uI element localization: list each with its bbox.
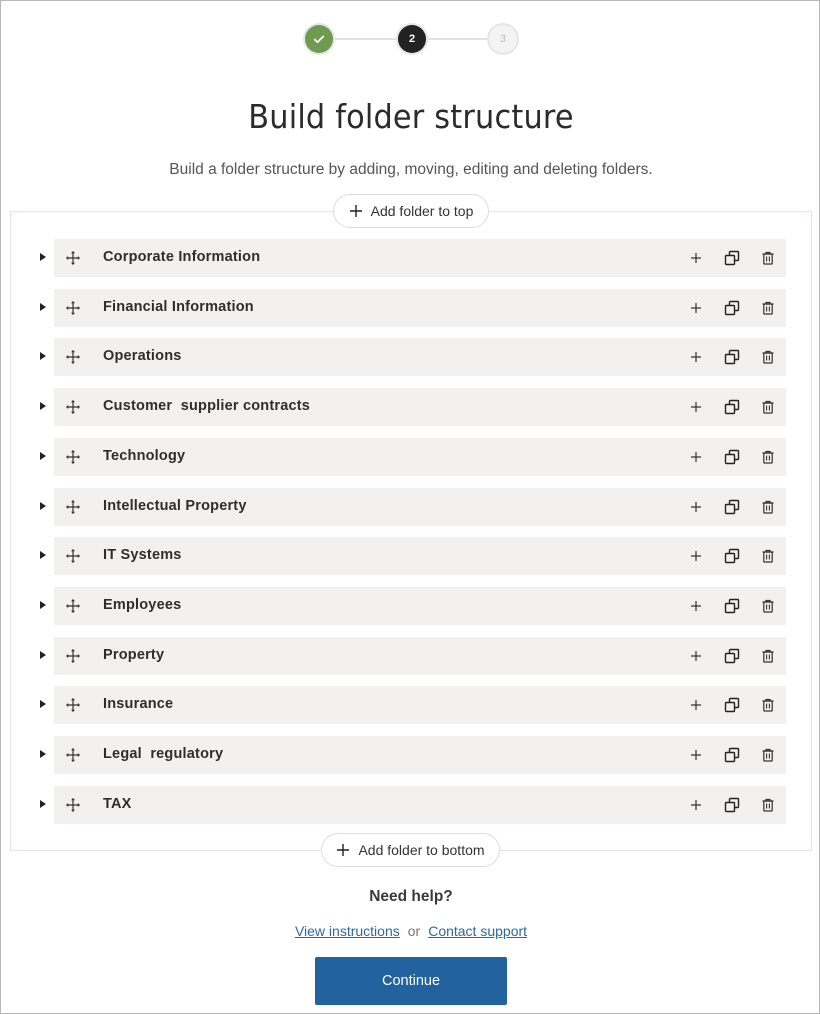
folder-row (1, 736, 820, 774)
folder-row (1, 786, 820, 824)
folder-name[interactable]: Employees (103, 596, 182, 613)
move-icon[interactable] (65, 797, 81, 813)
move-icon[interactable] (65, 648, 81, 664)
delete-icon[interactable] (760, 747, 776, 763)
folder-name[interactable]: IT Systems (103, 547, 182, 564)
plus-icon (336, 843, 350, 857)
delete-icon[interactable] (760, 797, 776, 813)
folder-row (1, 488, 820, 526)
stepper-connector (424, 38, 490, 40)
expand-caret-icon[interactable] (40, 800, 46, 808)
folder-row (1, 537, 820, 575)
duplicate-icon[interactable] (724, 300, 740, 316)
add-subfolder-icon[interactable] (688, 349, 704, 365)
add-subfolder-icon[interactable] (688, 797, 704, 813)
expand-caret-icon[interactable] (40, 601, 46, 609)
delete-icon[interactable] (760, 250, 776, 266)
add-subfolder-icon[interactable] (688, 399, 704, 415)
duplicate-icon[interactable] (724, 697, 740, 713)
folder-name[interactable]: Financial Information (103, 298, 254, 315)
add-subfolder-icon[interactable] (688, 697, 704, 713)
add-subfolder-icon[interactable] (688, 250, 704, 266)
move-icon[interactable] (65, 449, 81, 465)
help-heading: Need help? (369, 888, 453, 905)
add-subfolder-icon[interactable] (688, 449, 704, 465)
folder-name[interactable]: Technology (103, 447, 186, 464)
folder-row (1, 388, 820, 426)
duplicate-icon[interactable] (724, 349, 740, 365)
folder-name[interactable]: Customer supplier contracts (103, 398, 311, 415)
expand-caret-icon[interactable] (40, 750, 46, 758)
folder-name[interactable]: Property (103, 646, 165, 663)
add-subfolder-icon[interactable] (688, 648, 704, 664)
or-text: or (407, 923, 421, 939)
folder-name[interactable]: Insurance (103, 696, 174, 713)
duplicate-icon[interactable] (724, 548, 740, 564)
folder-row-bar[interactable] (54, 786, 786, 824)
duplicate-icon[interactable] (724, 499, 740, 515)
expand-caret-icon[interactable] (40, 452, 46, 460)
expand-caret-icon[interactable] (40, 253, 46, 261)
duplicate-icon[interactable] (724, 747, 740, 763)
expand-caret-icon[interactable] (40, 700, 46, 708)
duplicate-icon[interactable] (724, 449, 740, 465)
delete-icon[interactable] (760, 697, 776, 713)
expand-caret-icon[interactable] (40, 352, 46, 360)
contact-support-link[interactable]: Contact support (428, 923, 528, 939)
page-title: Build folder structure (248, 97, 574, 136)
delete-icon[interactable] (760, 349, 776, 365)
folder-row (1, 438, 820, 476)
add-subfolder-icon[interactable] (688, 747, 704, 763)
duplicate-icon[interactable] (724, 250, 740, 266)
add-subfolder-icon[interactable] (688, 548, 704, 564)
move-icon[interactable] (65, 548, 81, 564)
move-icon[interactable] (65, 499, 81, 515)
continue-button[interactable]: Continue (315, 957, 507, 1005)
move-icon[interactable] (65, 399, 81, 415)
expand-caret-icon[interactable] (40, 651, 46, 659)
duplicate-icon[interactable] (724, 648, 740, 664)
delete-icon[interactable] (760, 499, 776, 515)
move-icon[interactable] (65, 598, 81, 614)
plus-icon (349, 204, 363, 218)
duplicate-icon[interactable] (724, 797, 740, 813)
folder-row (1, 686, 820, 724)
move-icon[interactable] (65, 250, 81, 266)
folder-name[interactable]: Corporate Information (103, 249, 261, 265)
help-links (1, 923, 820, 939)
move-icon[interactable] (65, 747, 81, 763)
move-icon[interactable] (65, 349, 81, 365)
folder-row (1, 289, 820, 327)
add-folder-to-top-button[interactable] (333, 194, 489, 228)
expand-caret-icon[interactable] (40, 551, 46, 559)
delete-icon[interactable] (760, 300, 776, 316)
progress-stepper (304, 25, 518, 55)
folder-row (1, 239, 820, 277)
step-3-pending: 3 (489, 25, 517, 53)
delete-icon[interactable] (760, 399, 776, 415)
duplicate-icon[interactable] (724, 598, 740, 614)
page-subtitle: Build a folder structure by adding, moving, editing and deleting folders. (169, 161, 653, 178)
add-folder-to-bottom-label: Add folder to bottom (358, 842, 485, 858)
step-2-active: 2 (398, 25, 426, 53)
add-subfolder-icon[interactable] (688, 499, 704, 515)
delete-icon[interactable] (760, 449, 776, 465)
folder-row (1, 637, 820, 675)
expand-caret-icon[interactable] (40, 502, 46, 510)
delete-icon[interactable] (760, 598, 776, 614)
expand-caret-icon[interactable] (40, 402, 46, 410)
folder-name[interactable]: Legal regulatory (103, 746, 224, 762)
folder-row (1, 338, 820, 376)
check-icon (312, 32, 326, 46)
add-folder-to-top-label: Add folder to top (370, 203, 474, 219)
delete-icon[interactable] (760, 648, 776, 664)
move-icon[interactable] (65, 697, 81, 713)
stepper-connector (332, 38, 400, 40)
add-folder-to-bottom-button[interactable] (321, 833, 500, 867)
expand-caret-icon[interactable] (40, 303, 46, 311)
add-subfolder-icon[interactable] (688, 300, 704, 316)
folder-name[interactable]: TAX (103, 795, 132, 812)
move-icon[interactable] (65, 300, 81, 316)
view-instructions-link[interactable]: View instructions (294, 923, 400, 939)
step-1-completed (305, 25, 333, 53)
add-subfolder-icon[interactable] (688, 598, 704, 614)
folder-name[interactable]: Intellectual Property (103, 497, 247, 514)
folder-row (1, 587, 820, 625)
delete-icon[interactable] (760, 548, 776, 564)
folder-name[interactable]: Operations (103, 348, 182, 365)
duplicate-icon[interactable] (724, 399, 740, 415)
